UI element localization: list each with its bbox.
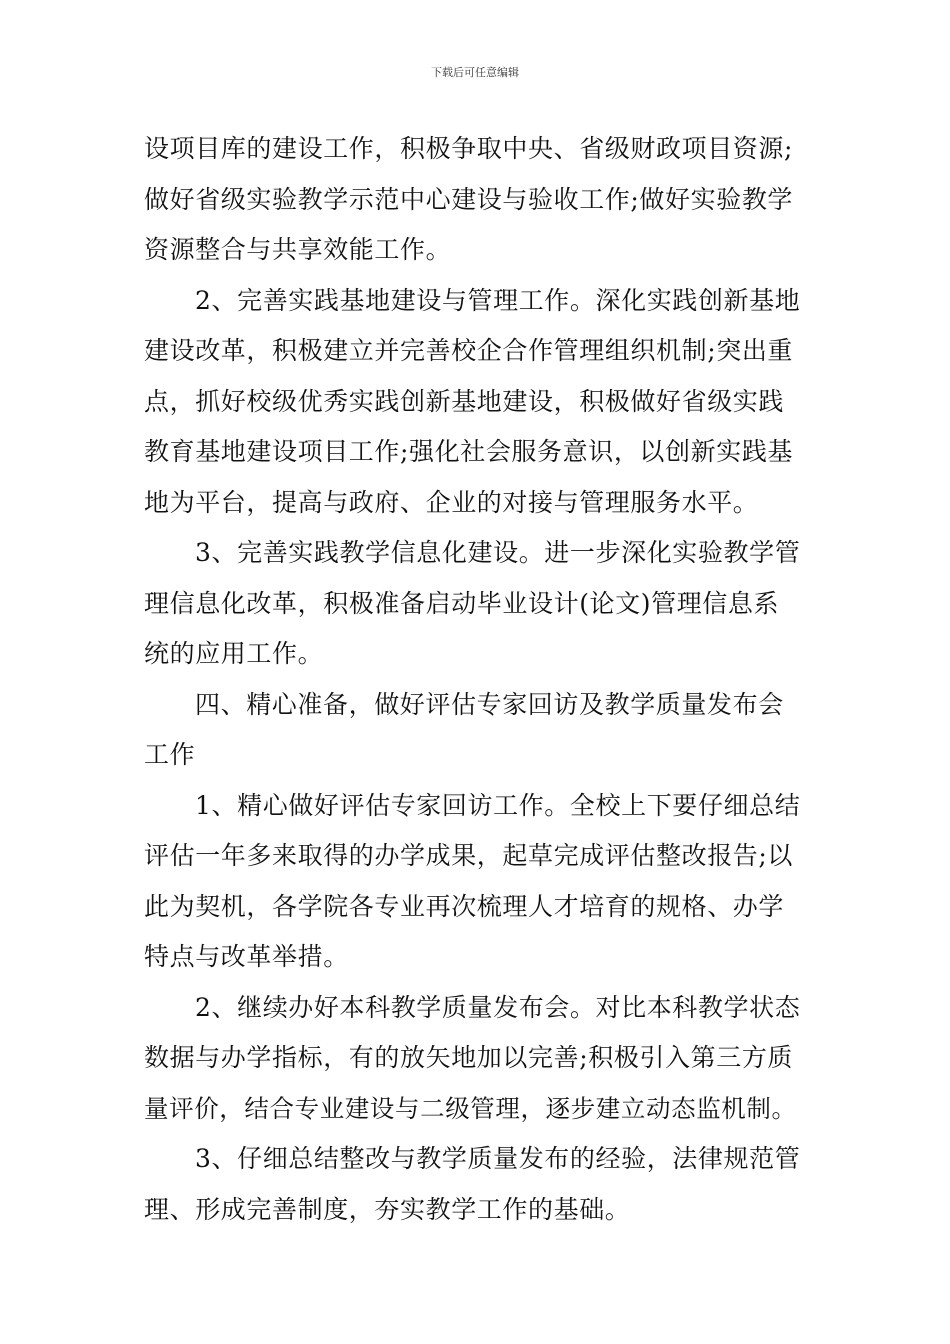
paragraph — [144, 528, 806, 680]
text-line: 资源整合与共享效能工作。 — [144, 235, 452, 264]
paragraph — [144, 983, 806, 1135]
text-line: 理信息化改革，积极准备启动毕业设计(论文)管理信息系 — [144, 588, 780, 618]
document-body — [144, 124, 806, 1235]
text-line: 四、精心准备，做好评估专家回访及教学质量发布会 — [195, 689, 784, 719]
text-line: 2、继续办好本科教学质量发布会。对比本科教学状态 — [195, 992, 801, 1022]
text-line: 此为契机，各学院各专业再次梳理人才培育的规格、办学 — [144, 891, 785, 921]
paragraph — [144, 680, 806, 781]
text-line: 点，抓好校级优秀实践创新基地建设，积极做好省级实践 — [144, 386, 785, 416]
text-line: 工作 — [144, 740, 196, 769]
text-line: 建设改革，积极建立并完善校企合作管理组织机制;突出重 — [144, 336, 794, 365]
text-line: 设项目库的建设工作，积极争取中央、省级财政项目资源; — [144, 134, 794, 163]
text-line: 3、仔细总结整改与教学质量发布的经验，法律规范管 — [195, 1144, 801, 1173]
paragraph — [144, 781, 806, 983]
text-line: 1、精心做好评估专家回访工作。全校上下要仔细总结 — [195, 790, 801, 820]
paragraph — [144, 276, 806, 529]
header-note: 下载后可任意编辑 — [431, 66, 519, 79]
text-line: 2、完善实践基地建设与管理工作。深化实践创新基地 — [195, 285, 801, 315]
text-line: 地为平台，提高与政府、企业的对接与管理服务水平。 — [144, 487, 759, 517]
text-line: 3、完善实践教学信息化建设。进一步深化实验教学管 — [195, 538, 801, 567]
paragraph — [144, 1134, 806, 1235]
text-line: 统的应用工作。 — [144, 639, 324, 668]
text-line: 数据与办学指标，有的放矢地加以完善;积极引入第三方质 — [144, 1043, 794, 1072]
paragraph — [144, 124, 806, 276]
text-line: 特点与改革举措。 — [144, 942, 349, 971]
text-line: 量评价，结合专业建设与二级管理，逐步建立动态监机制。 — [144, 1093, 797, 1123]
text-line: 做好省级实验教学示范中心建设与验收工作;做好实验教学 — [144, 184, 794, 214]
text-line: 理、形成完善制度，夯实教学工作的基础。 — [144, 1194, 631, 1224]
text-line: 教育基地建设项目工作;强化社会服务意识，以创新实践基 — [144, 437, 794, 466]
text-line: 评估一年多来取得的办学成果，起草完成评估整改报告;以 — [144, 841, 794, 870]
